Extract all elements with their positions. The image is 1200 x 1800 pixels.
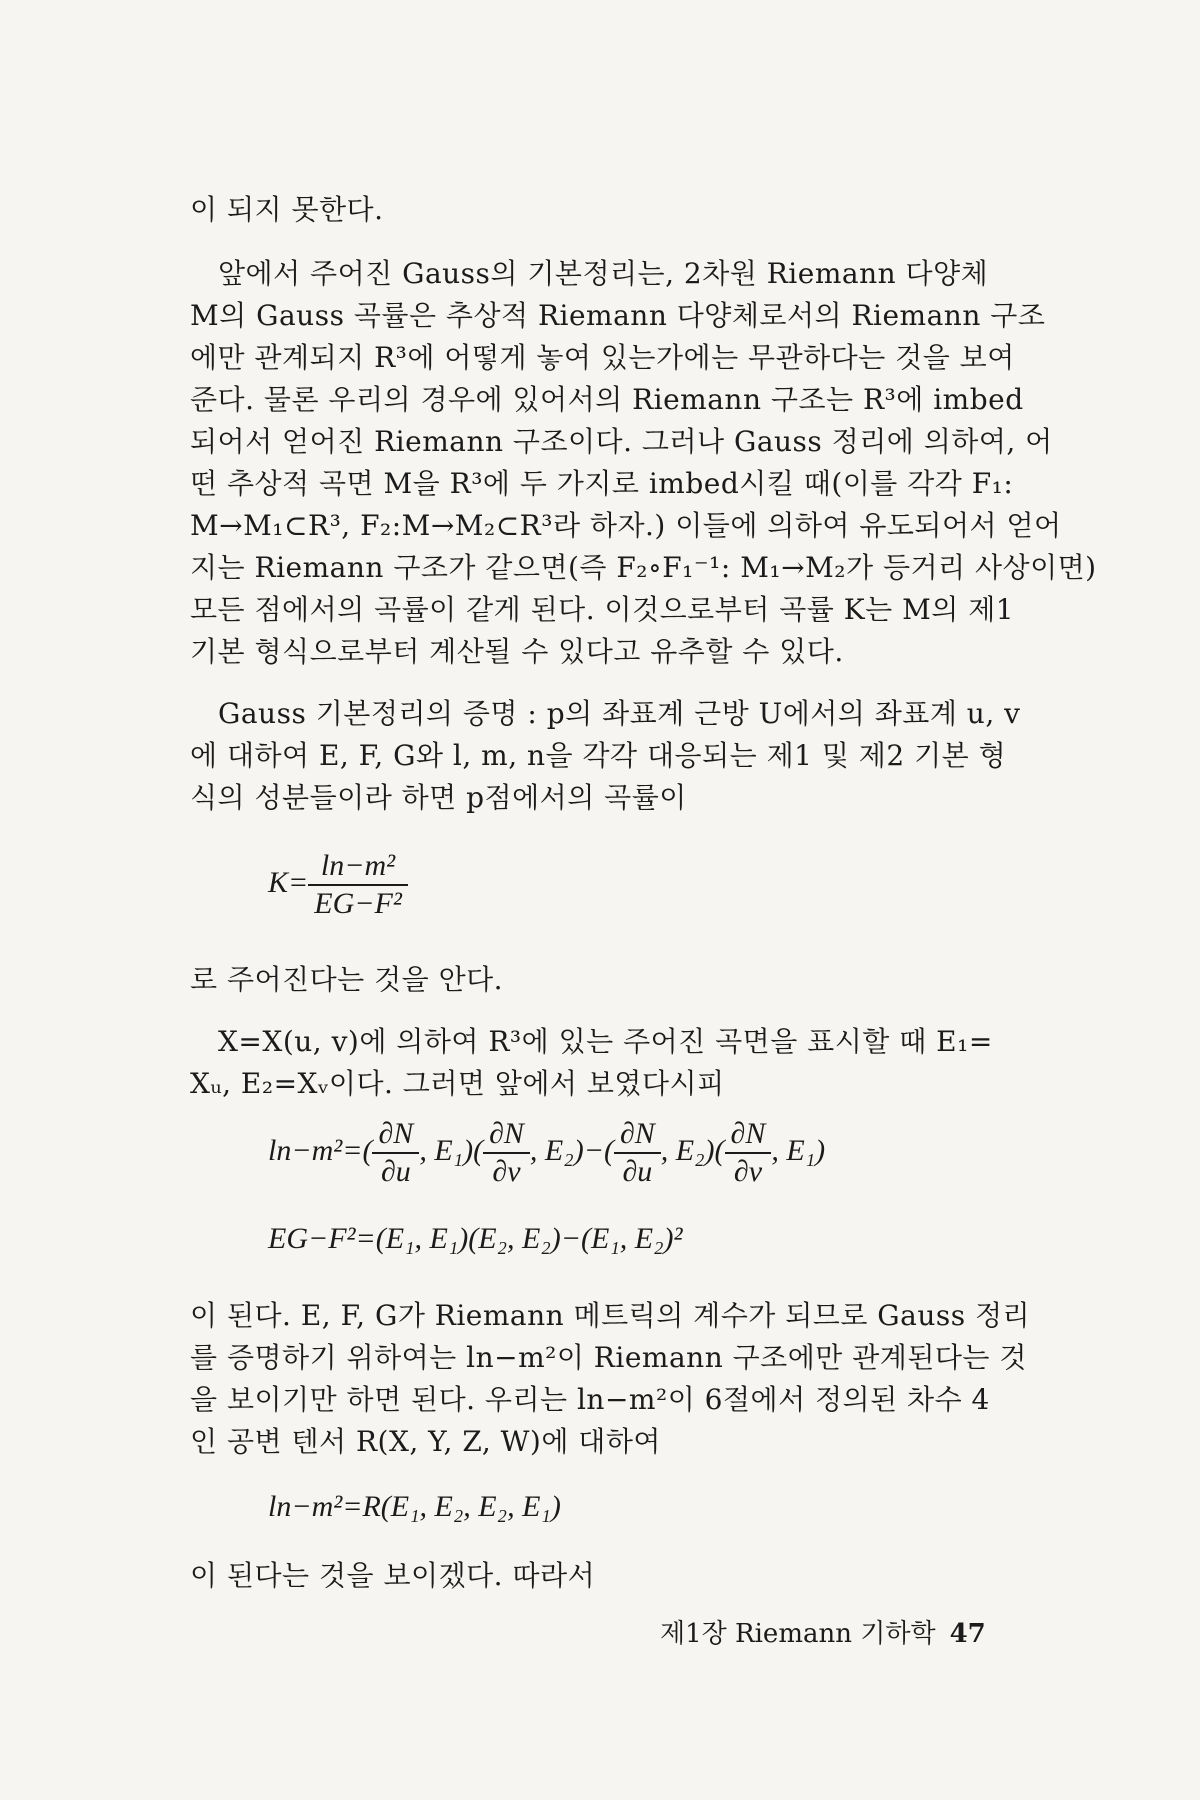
text-line-19: 를 증명하기 위하여는 ln−m²이 Riemann 구조에만 관계된다는 것 (190, 1341, 1027, 1374)
text-line-3: M의 Gauss 곡률은 추상적 Riemann 다양체로서의 Riemann 구조 (190, 299, 1046, 332)
text-line-9: 지는 Riemann 구조가 같으면(즉 F₂∘F₁⁻¹: M₁→M₂가 등거리 사상이면) (190, 551, 1097, 584)
eq2-term2: , E₂ (529, 1133, 574, 1167)
text-line-22: 이 된다는 것을 보이겠다. 따라서 (190, 1559, 596, 1592)
text-line-16: X=X(u, v)에 의하여 R³에 있는 주어진 곡면을 표시할 때 E₁= (218, 1025, 993, 1058)
text-line-8: M→M₁⊂R³, F₂:M→M₂⊂R³라 하자.) 이들에 의하여 유도되어서 얻어 (190, 509, 1062, 542)
page-number: 47 (949, 1619, 986, 1649)
text-line-2: 앞에서 주어진 Gauss의 기본정리는, 2차원 Riemann 다양체 (218, 257, 989, 290)
text-line-18: 이 된다. E, F, G가 Riemann 메트릭의 계수가 되므로 Gauss 정리 (190, 1299, 1031, 1332)
text-line-5: 준다. 물론 우리의 경우에 있어서의 Riemann 구조는 R³에 imbed (190, 383, 1024, 416)
eq2-term4: , E₁ (771, 1133, 816, 1167)
text-line-10: 모든 점에서의 곡률이 같게 된다. 이것으로부터 곡률 K는 M의 제1 (190, 593, 1015, 626)
page-footer (660, 1616, 986, 1652)
eq2-frac2-den: ∂v (492, 1155, 521, 1188)
chapter-title: 제1장 Riemann 기하학 (660, 1619, 936, 1649)
eq1-lhs: K= (268, 865, 309, 899)
text-line-20: 을 보이기만 하면 된다. 우리는 ln−m²이 6절에서 정의된 차수 4 (190, 1383, 990, 1416)
eq2-term3: , E₂ (660, 1133, 705, 1167)
eq2-frac4-num: ∂N (725, 1116, 772, 1154)
text-line-14: 식의 성분들이라 하면 p점에서의 곡률이 (190, 781, 687, 814)
eq2-frac2-num: ∂N (483, 1116, 530, 1154)
text-line-4: 에만 관계되지 R³에 어떻게 놓여 있는가에는 무관하다는 것을 보여 (190, 341, 1015, 374)
text-line-17: Xᵤ, E₂=Xᵥ이다. 그러면 앞에서 보였다시피 (190, 1067, 725, 1100)
text-line-13: 에 대하여 E, F, G와 l, m, n을 각각 대응되는 제1 및 제2 기본 형 (190, 739, 1007, 772)
equation-riemann-tensor: ln−m²=R(E₁, E₂, E₂, E₁) (268, 1490, 561, 1523)
text-line-12: Gauss 기본정리의 증명 : p의 좌표계 근방 U에서의 좌표계 u, v (218, 697, 1021, 730)
eq2-frac1-num: ∂N (372, 1116, 419, 1154)
eq2-frac3-num: ∂N (614, 1116, 661, 1154)
eq2-frac3-den: ∂u (622, 1155, 653, 1188)
eq2-lhs: ln−m²= (268, 1133, 363, 1167)
eq1-denominator: EG−F² (314, 887, 402, 920)
eq2-minus: − (583, 1133, 604, 1167)
text-line-6: 되어서 얻어진 Riemann 구조이다. 그러나 Gauss 정리에 의하여, 어 (190, 425, 1053, 458)
eq1-numerator: ln−m² (308, 848, 408, 886)
eq2-frac1-den: ∂u (380, 1155, 411, 1188)
text-line-15: 로 주어진다는 것을 안다. (190, 963, 504, 996)
equation-first-form: EG−F²=(E₁, E₁)(E₂, E₂)−(E₁, E₂)² (268, 1222, 683, 1255)
text-line-11: 기본 형식으로부터 계산될 수 있다고 유추할 수 있다. (190, 635, 844, 668)
equation-curvature (268, 848, 408, 922)
equation-second-form: ln−m²=( $\frac{\partial N}{\partial u}$ , E₁)( $\frac{\partial N}{\partial v}$ , E₂)−( $\frac{\partial N}{\partial u}$ , E₂)( $\frac{\partial N}{\partial v}$ , E₁) (268, 1117, 826, 1188)
text-line-1: 이 되지 못한다. (190, 193, 384, 226)
eq2-term1: , E₁ (419, 1133, 464, 1167)
text-line-21: 인 공변 텐서 R(X, Y, Z, W)에 대하여 (190, 1425, 661, 1458)
eq2-frac4-den: ∂v (733, 1155, 763, 1188)
text-line-7: 떤 추상적 곡면 M을 R³에 두 가지로 imbed시킬 때(이를 각각 F₁: (190, 467, 1014, 500)
